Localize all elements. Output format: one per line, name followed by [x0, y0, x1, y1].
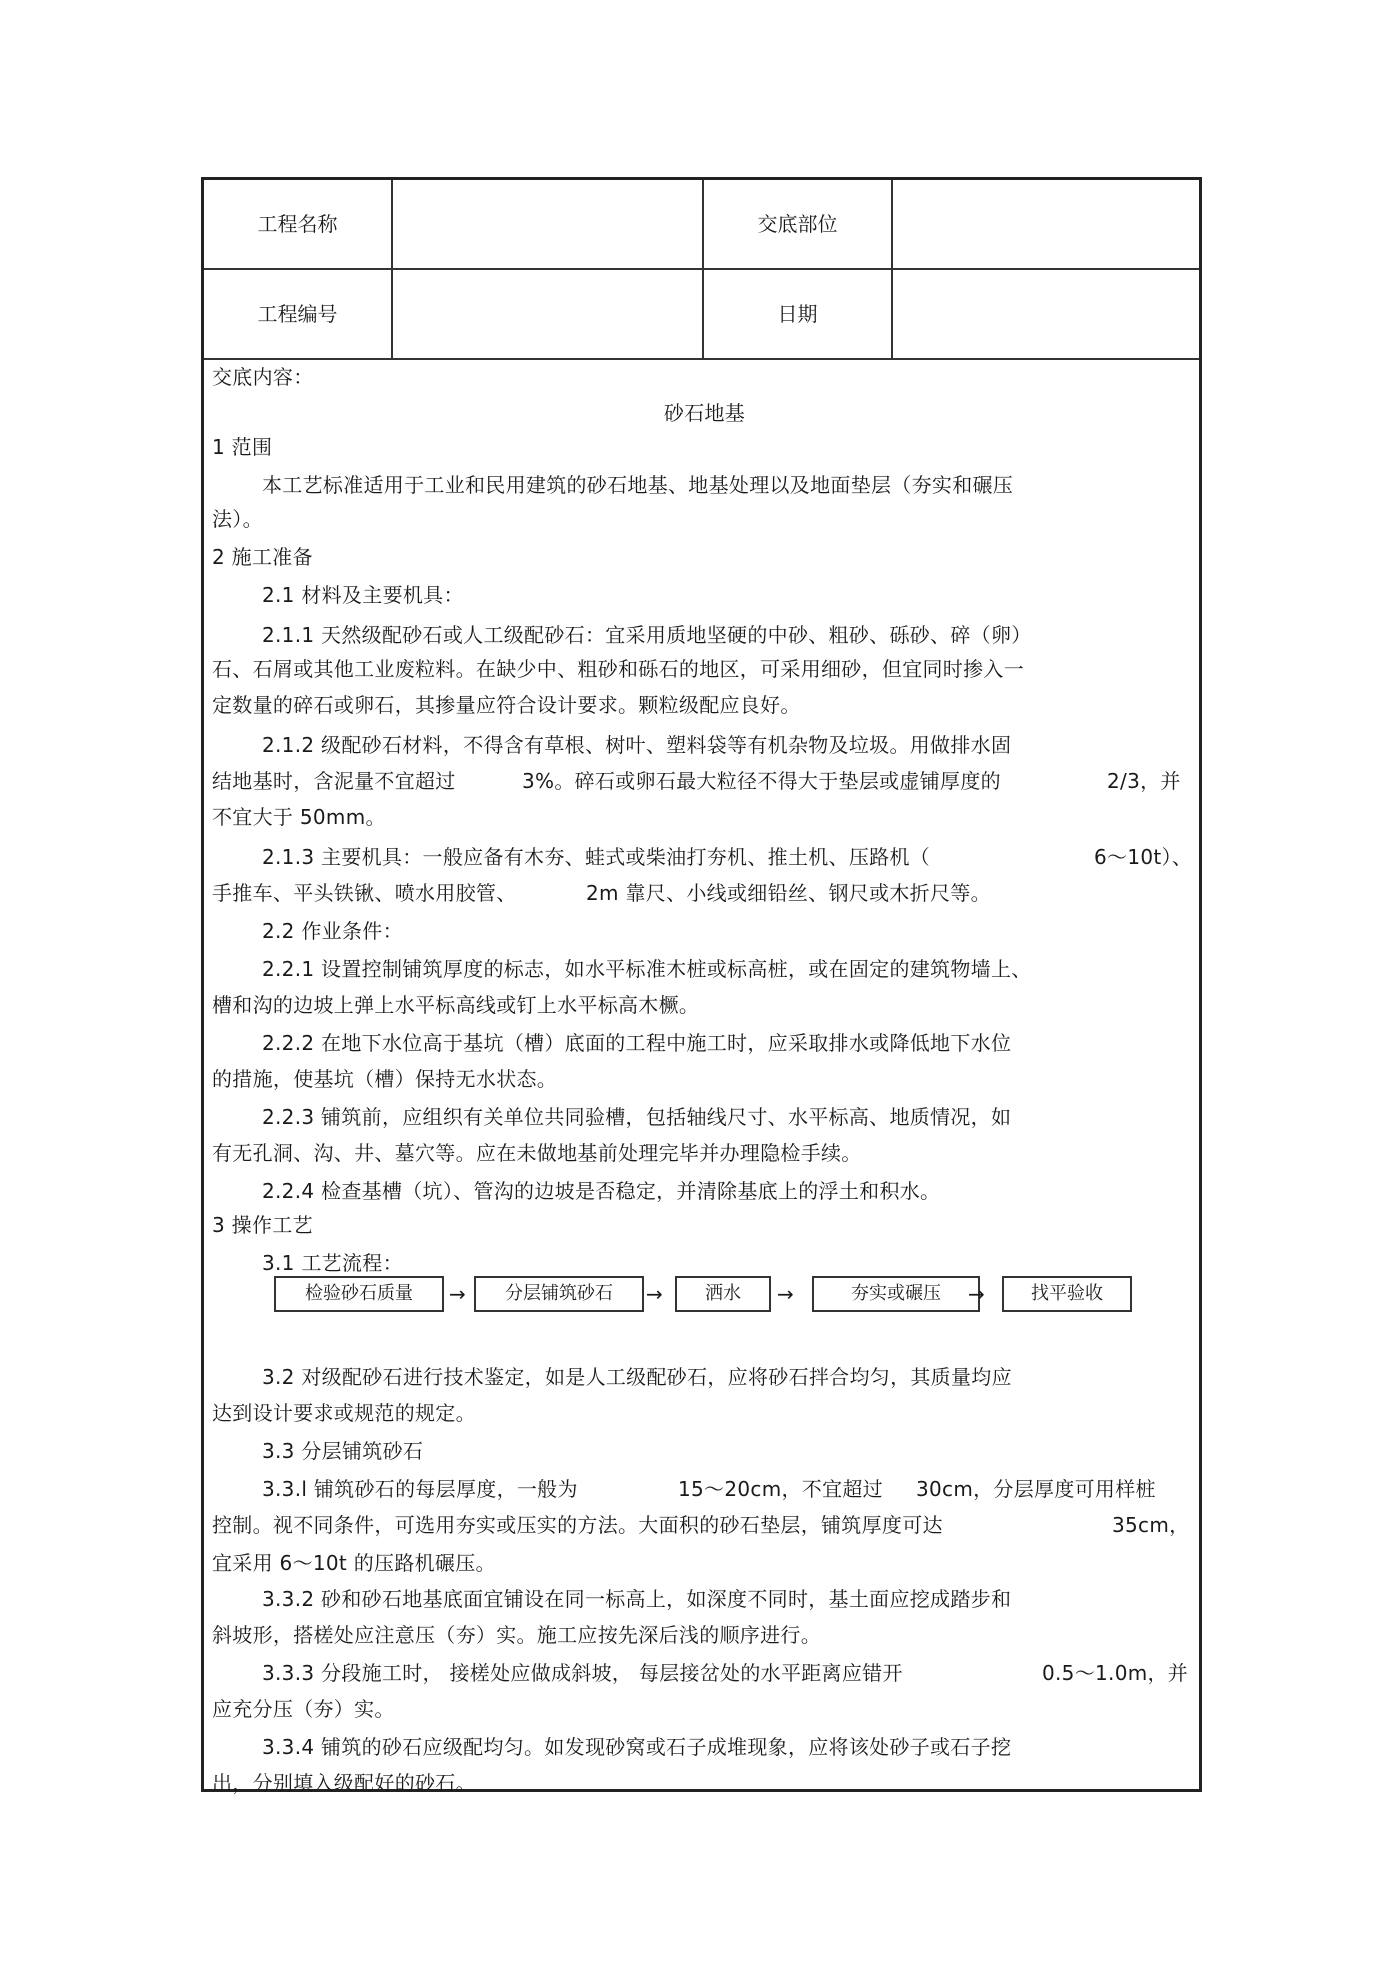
body-line: 2/3，并	[1107, 769, 1181, 793]
technical-handover-sheet	[201, 177, 1202, 1795]
body-line: 控制。视不同条件，可选用夯实或压实的方法。大面积的砂石垫层，铺筑厚度可达	[212, 1513, 943, 1537]
body-line: 3.3.2 砂和砂石地基底面宜铺设在同一标高上，如深度不同时，基土面应挖成踏步和	[262, 1587, 1012, 1611]
body-line: 3.3.l 铺筑砂石的每层厚度，一般为	[262, 1477, 578, 1501]
body-line: 宜采用 6～10t 的压路机碾压。	[212, 1551, 496, 1575]
subsection-heading: 2.1 材料及主要机具：	[262, 583, 464, 607]
body-line: 6～10t）、	[1094, 845, 1193, 869]
header-col-divider-1	[391, 180, 393, 359]
body-line: 0.5～1.0m，并	[1042, 1661, 1189, 1685]
section-heading: 1 范围	[212, 435, 273, 459]
flow-step-level-and-accept: 找平验收	[1002, 1276, 1132, 1312]
body-line: 3.3.3 分段施工时， 接槎处应做成斜坡， 每层接岔处的水平距离应错开	[262, 1661, 903, 1685]
body-line: 法）。	[212, 507, 263, 531]
body-line: 2.2.1 设置控制铺筑厚度的标志，如水平标准木桩或标高桩，或在固定的建筑物墙上、	[262, 957, 1032, 981]
project-no-label: 工程编号	[257, 302, 338, 326]
body-line: 结地基时，含泥量不宜超过	[212, 769, 456, 793]
body-line: 2.1.1 天然级配砂石或人工级配砂石：宜采用质地坚硬的中砂、粗砂、砾砂、碎（卵）	[262, 623, 1032, 647]
flow-step-layered-paving: 分层铺筑砂石	[474, 1276, 644, 1312]
header-col-divider-3	[891, 180, 893, 359]
header-col-divider-2	[702, 180, 704, 359]
body-line: 本工艺标准适用于工业和民用建筑的砂石地基、地基处理以及地面垫层（夯实和碾压	[262, 473, 1014, 497]
body-line: 2.2.2 在地下水位高于基坑（槽）底面的工程中施工时，应采取排水或降低地下水位	[262, 1031, 1012, 1055]
body-line: 30cm，分层厚度可用样桩	[916, 1477, 1156, 1501]
body-line: 不宜大于 50mm。	[212, 805, 386, 829]
body-line: 15～20cm，不宜超过	[678, 1477, 883, 1501]
body-line: 2.1.3 主要机具：一般应备有木夯、蛙式或柴油打夯机、推土机、压路机（	[262, 845, 931, 869]
body-line: 手推车、平头铁锹、喷水用胶管、	[212, 881, 517, 905]
body-line: 达到设计要求或规范的规定。	[212, 1401, 476, 1425]
flow-arrow-icon: →	[449, 1282, 466, 1306]
flow-step-compact-or-roll: 夯实或碾压	[812, 1276, 980, 1312]
body-line: 有无孔洞、沟、井、墓穴等。应在未做地基前处理完毕并办理隐检手续。	[212, 1141, 862, 1165]
body-line: 2.2.3 铺筑前，应组织有关单位共同验槽，包括轴线尺寸、水平标高、地质情况，如	[262, 1105, 1012, 1129]
flow-arrow-icon: →	[968, 1282, 985, 1306]
flow-step-inspect-sand-quality: 检验砂石质量	[274, 1276, 444, 1312]
document-title: 砂石地基	[663, 401, 746, 425]
body-line: 3.3.4 铺筑的砂石应级配均匀。如发现砂窝或石子成堆现象，应将该处砂子或石子挖	[262, 1735, 1012, 1759]
body-line: 定数量的碎石或卵石，其掺量应符合设计要求。颗粒级配应良好。	[212, 693, 801, 717]
body-line: 应充分压（夯）实。	[212, 1697, 395, 1721]
body-line: 2m 靠尺、小线或细铅丝、钢尺或木折尺等。	[586, 881, 991, 905]
body-line: 2.1.2 级配砂石材料，不得含有草根、树叶、塑料袋等有机杂物及垃圾。用做排水固	[262, 733, 1012, 757]
body-line: 槽和沟的边坡上弹上水平标高线或钉上水平标高木橛。	[212, 993, 700, 1017]
section-heading: 2 施工准备	[212, 545, 313, 569]
body-line: 斜坡形，搭槎处应注意压（夯）实。施工应按先深后浅的顺序进行。	[212, 1623, 821, 1647]
subsection-heading: 3.1 工艺流程：	[262, 1251, 403, 1275]
flow-arrow-icon: →	[777, 1282, 794, 1306]
flow-step-sprinkle-water: 洒水	[675, 1276, 771, 1312]
content-label: 交底内容：	[212, 365, 314, 389]
subsection-heading: 2.2 作业条件：	[262, 919, 403, 943]
date-label: 日期	[777, 302, 818, 326]
body-line: 出，分别填入级配好的砂石。	[212, 1771, 476, 1795]
subsection-heading: 3.3 分层铺筑砂石	[262, 1439, 424, 1463]
body-line: 的措施，使基坑（槽）保持无水状态。	[212, 1067, 558, 1091]
body-line: 3.2 对级配砂石进行技术鉴定，如是人工级配砂石，应将砂石拌合均匀，其质量均应	[262, 1365, 1012, 1389]
flow-arrow-icon: →	[646, 1282, 663, 1306]
section-heading: 3 操作工艺	[212, 1213, 313, 1237]
body-line: 35cm，	[1112, 1513, 1190, 1537]
project-name-label: 工程名称	[257, 212, 338, 236]
body-line: 3%。碎石或卵石最大粒径不得大于垫层或虚铺厚度的	[522, 769, 1001, 793]
handover-part-label: 交底部位	[757, 212, 838, 236]
body-line: 石、石屑或其他工业废粒料。在缺少中、粗砂和砾石的地区，可采用细砂，但宜同时掺入一	[212, 657, 1024, 681]
body-line: 2.2.4 检查基槽（坑）、管沟的边坡是否稳定，并清除基底上的浮土和积水。	[262, 1179, 941, 1203]
